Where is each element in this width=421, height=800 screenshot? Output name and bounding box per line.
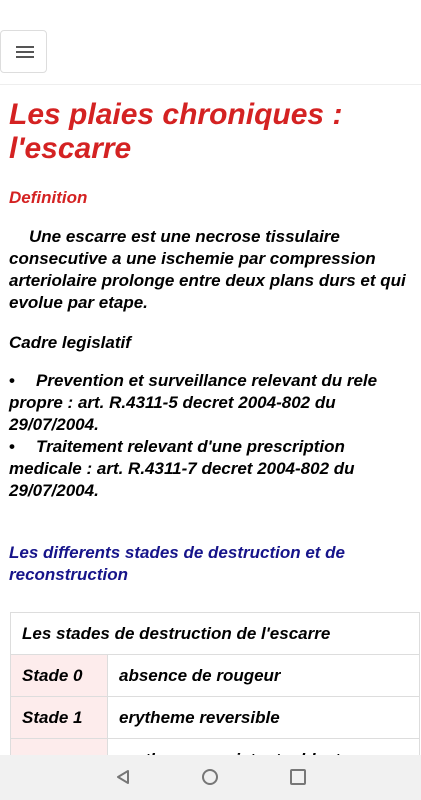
bullet-icon: • bbox=[9, 371, 15, 390]
table-row bbox=[11, 697, 419, 739]
stage-cell: Stade 0 bbox=[11, 655, 108, 696]
stades-heading: Les differents stades de destruction et de reconstruction bbox=[9, 543, 345, 584]
definition-text: Une escarre est une necrose tissulaire consecutive a une ischemie par compression arteriolaire prolonge entre deux plans durs et qui evolue par etape. bbox=[9, 227, 406, 312]
back-triangle-icon[interactable] bbox=[116, 769, 130, 785]
recents-square-icon[interactable] bbox=[290, 769, 306, 785]
table-header: Les stades de destruction de l'escarre bbox=[11, 613, 419, 655]
list-item: • Prevention et surveillance relevant du rele propre : art. R.4311-5 decret 2004-802 du 29/07/2004. bbox=[9, 371, 378, 434]
menu-button[interactable] bbox=[0, 30, 47, 73]
top-bar bbox=[0, 0, 421, 85]
hamburger-menu-icon bbox=[16, 46, 34, 61]
stage-cell: Stade 1 bbox=[11, 697, 108, 738]
page-title: Les plaies chroniques : l'escarre bbox=[9, 98, 343, 165]
system-nav-bar bbox=[0, 755, 421, 800]
description-cell: absence de rougeur bbox=[119, 666, 281, 685]
description-cell: erytheme reversible bbox=[119, 708, 280, 727]
home-circle-icon[interactable] bbox=[202, 769, 218, 785]
table-row bbox=[11, 655, 419, 697]
bullet-icon: • bbox=[9, 437, 15, 456]
article-content bbox=[9, 86, 413, 586]
cadre-heading: Cadre legislatif bbox=[9, 333, 131, 352]
cadre-list bbox=[9, 370, 413, 502]
list-item: • Traitement relevant d'une prescription medicale : art. R.4311-7 decret 2004-802 du 29/07/2004. bbox=[9, 437, 355, 500]
definition-heading: Definition bbox=[9, 188, 88, 207]
